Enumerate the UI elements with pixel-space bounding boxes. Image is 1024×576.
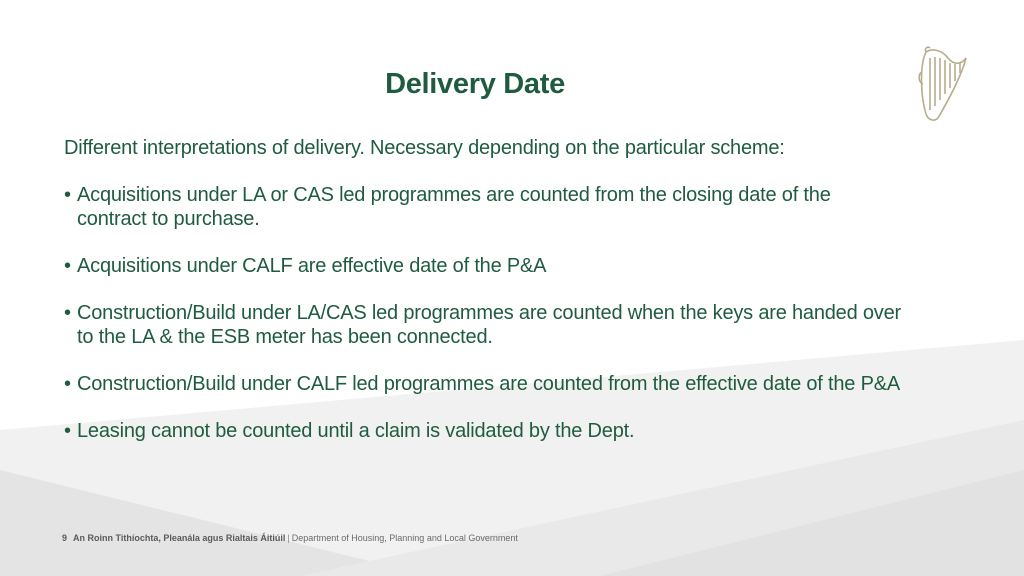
list-item (64, 372, 904, 396)
department-name-irish: An Roinn Tithíochta, Pleanála agus Rialtais Áitiúil (73, 533, 286, 543)
bullet-list (64, 183, 904, 443)
slide-body (64, 136, 904, 466)
list-item (64, 254, 904, 278)
bullet-marker: • (64, 373, 71, 395)
department-name-english: Department of Housing, Planning and Local Government (291, 533, 518, 543)
bullet-text: Acquisitions under CALF are effective date of the P&A (77, 255, 547, 277)
list-item (64, 301, 904, 349)
bullet-marker: • (64, 184, 71, 206)
footer-separator: | (287, 533, 290, 543)
bullet-marker: • (64, 420, 71, 442)
slide-title (0, 68, 1024, 101)
bullet-text: Construction/Build under LA/CAS led programmes are counted when the keys are handed over to the LA & the ESB meter has been connected. (77, 302, 901, 348)
footer (62, 533, 518, 543)
bullet-text: Acquisitions under LA or CAS led programmes are counted from the closing date of the contract to purchase. (77, 184, 831, 230)
bullet-marker: • (64, 302, 71, 324)
slide-title-text: Delivery Date (385, 68, 565, 100)
list-item (64, 183, 904, 231)
intro-text: Different interpretations of delivery. Necessary depending on the particular scheme: (64, 137, 785, 159)
list-item (64, 419, 904, 443)
page-number: 9 (62, 533, 68, 543)
bullet-marker: • (64, 255, 71, 277)
bullet-text: Construction/Build under CALF led programmes are counted from the effective date of the P&A (77, 373, 900, 395)
harp-icon (916, 44, 970, 124)
bullet-text: Leasing cannot be counted until a claim is validated by the Dept. (77, 420, 635, 442)
